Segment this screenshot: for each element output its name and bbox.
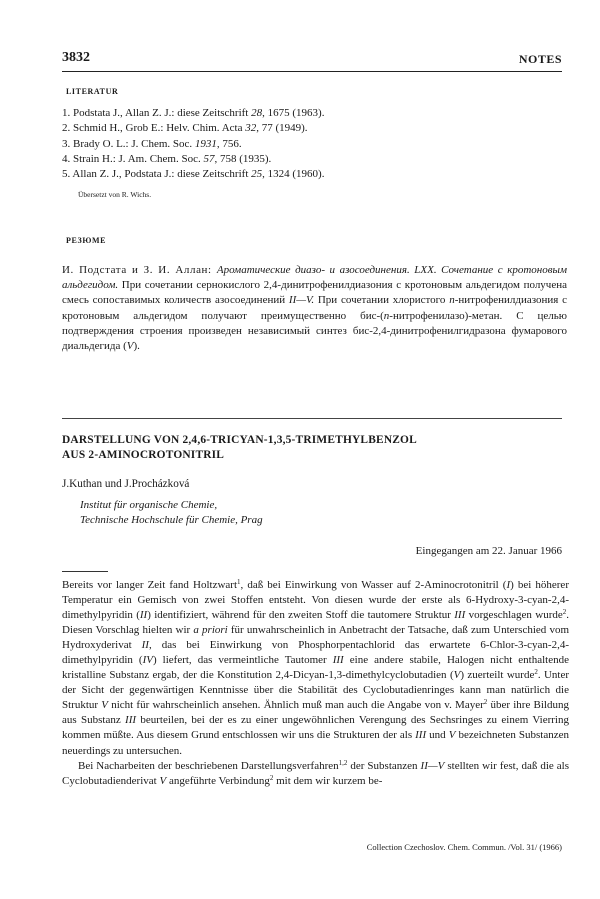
translator-note: Übersetzt von R. Wichs. xyxy=(78,190,152,199)
literatur-heading: LITERATUR xyxy=(66,87,119,96)
reference-item: 2. Schmid H., Grob E.: Helv. Chim. Acta 32, 77 (1949). xyxy=(62,122,308,135)
short-rule xyxy=(62,571,108,572)
page-header xyxy=(62,50,562,72)
article-authors: J.Kuthan und J.Procházková xyxy=(62,478,190,490)
reference-item: 4. Strain H.: J. Am. Chem. Soc. 57, 758 (1935). xyxy=(62,152,272,165)
reference-list xyxy=(62,106,542,182)
journal-footer: Collection Czechoslov. Chem. Commun. /Vol. 31/ (1966) xyxy=(366,842,562,852)
resume-summary: И. Подстата и З. И. Аллан: Ароматические диазо- и азосоединения. LXX. Сочетание с кротоновым альдегидом. При сочетании сернокислого 2,4-динитрофенилдиазония с кротоновым альдегидом получена смесь сопоставимых количеств азосоединений II—V. При сочетании хлористого п-нитрофенилдиазония с кротоновым альдегидом получают преимущественно бис-(п-нитрофенилазо)-метан. С целью подтверждения строения произведен независимый синтез бис-2,4-динитрофенилгидразона фумарового диальдегида (V). xyxy=(62,264,567,353)
resume-heading: РЕЗЮМЕ xyxy=(66,236,107,245)
body-paragraph: Bei Nacharbeiten der beschriebenen Darstellungsverfahren$^{1,2}$ der Substanzen II—V stellten wir fest, daß die als Cyclobutadienderivat V angeführte Verbindung$^2$ mit dem wir kurzem be- xyxy=(62,758,570,787)
section-divider xyxy=(62,418,562,419)
received-date: Eingegangen am 22. Januar 1966 xyxy=(415,545,562,557)
article-title: DARSTELLUNG VON 2,4,6-TRICYAN-1,3,5-TRIMETHYLBENZOL AUS 2-AMINOCROTONITRIL xyxy=(62,434,417,461)
article-body xyxy=(62,578,569,789)
article-affiliation: Institut für organische Chemie, Technische Hochschule für Chemie, Prag xyxy=(80,499,263,526)
reference-item: 5. Allan Z. J., Podstata J.: diese Zeitschrift 25, 1324 (1960). xyxy=(62,168,325,181)
reference-item: 1. Podstata J., Allan Z. J.: diese Zeitschrift 28, 1675 (1963). xyxy=(62,107,325,119)
header-rule xyxy=(62,71,562,72)
page-number: 3832 xyxy=(62,50,90,65)
body-paragraph: Bereits vor langer Zeit fand Holtzwart$^1$, daß bei Einwirkung von Wasser auf 2-Aminocrotonitril (I) bei höherer Temperatur ein Gemisch von zwei Stoffen entsteht. Von diesen wurde der erste als 6-Hydroxy-3-cyan-2,4-dimethylpyridin (II) identifiziert, während für den zweiten Stoff die tautomere Struktur III vorgeschlagen wurde$^2$. Diesen Vorschlag hielten wir a priori für unwahrscheinlich in Anbetracht der Tatsache, daß zum Unterschied vom Hydroxyderivat II, das bei Einwirkung von Phosphorpentachlorid das erwartete 6-Chlor-3-cyan-2,4-dimethylpyridin (IV) liefert, das vermeintliche Tautomer III eine andere stabile, Halogen nicht enthaltende kristalline Substanz ergab, der die Konstitution 2,4-Dicyan-1,3-dimethylcyclobutadien (V) zuerteilt wurde$^2$. Unter der Sicht der gegenwärtigen Kenntnisse über die Stabilität des Cyclobutadienringes kann man natürlich die Struktur V nicht für wahrscheinlich ansehen. Ähnlich muß man auch die Angabe von v. Mayer$^2$ über ihre Bildung aus Substanz III beurteilen, bei der es zu einer ungewöhnlichen Verengung des Sechsringes zu einem Vierring kommen müßte. Aus diesem Grund entschlossen wir uns die Strukturen der als III und V bezeichneten Substanzen neuerdings zu untersuchen. xyxy=(62,578,570,757)
reference-item: 3. Brady O. L.: J. Chem. Soc. 1931, 756. xyxy=(62,137,242,150)
section-name: NOTES xyxy=(518,52,562,66)
